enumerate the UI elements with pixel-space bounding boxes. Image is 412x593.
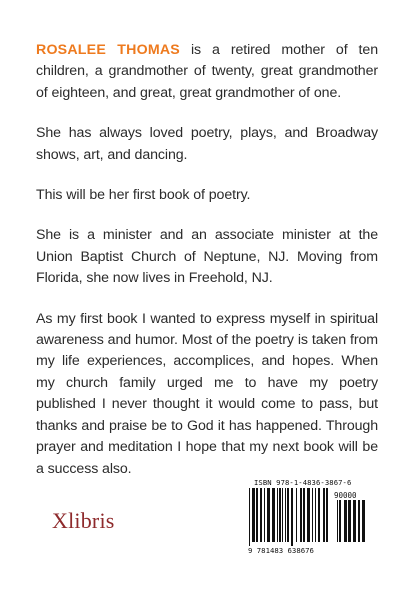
barcode-bar bbox=[249, 488, 250, 546]
isbn-barcode bbox=[248, 478, 370, 560]
barcode-bar bbox=[339, 500, 341, 542]
isbn-label: ISBN 978-1-4836-3867-6 bbox=[254, 478, 352, 487]
author-bio bbox=[36, 40, 378, 499]
barcode-bar bbox=[315, 488, 316, 542]
barcode-bar bbox=[323, 488, 325, 542]
barcode-bar bbox=[285, 488, 286, 542]
ean-digits: 9 781483 638676 bbox=[248, 546, 314, 555]
barcode-bar bbox=[358, 500, 360, 542]
barcode-bar bbox=[362, 500, 365, 542]
barcode-bar bbox=[337, 500, 338, 542]
barcode-bar bbox=[318, 488, 320, 542]
bio-intro-text: is a retired mother of ten children, a grandmother of twenty, great grandmother of eighteen, and great, great grandmother of one. bbox=[36, 42, 378, 101]
barcode-bar bbox=[348, 500, 351, 542]
bio-paragraph-interests: She has always loved poetry, plays, and Broadway shows, art, and dancing. bbox=[36, 125, 378, 163]
bio-paragraph-statement: As my first book I wanted to express myself in spiritual awareness and humor. Most of the poetry is taken from my life experiences, accomplices, and hopes. When my church family urged me to have my poetry published I never thought it would come to pass, but thanks and praise be to God it has happened. Through prayer and meditation I hope that my next book will be a success also. bbox=[36, 310, 378, 477]
barcode-bar bbox=[267, 488, 270, 542]
barcode-bar bbox=[260, 488, 262, 542]
barcode-bar bbox=[272, 488, 275, 542]
barcode-bar bbox=[303, 488, 305, 542]
barcode-bar bbox=[264, 488, 265, 542]
barcode-bar bbox=[256, 488, 258, 542]
barcode-bar bbox=[287, 488, 289, 542]
author-name: ROSALEE THOMAS bbox=[36, 42, 180, 58]
barcode-bar bbox=[282, 488, 283, 542]
barcode-bar bbox=[353, 500, 356, 542]
barcode-bar bbox=[344, 500, 347, 542]
bio-paragraph-intro bbox=[36, 40, 378, 104]
barcode-bar bbox=[279, 488, 281, 542]
barcode-bar bbox=[307, 488, 310, 542]
ean-barcode-bars bbox=[248, 488, 332, 546]
barcode-bar bbox=[326, 488, 328, 542]
barcode-bar bbox=[300, 488, 302, 542]
bio-paragraph-first-book: This will be her first book of poetry. bbox=[36, 187, 251, 204]
barcode-bar bbox=[291, 488, 293, 546]
barcode-bar bbox=[277, 488, 278, 542]
barcode-bar bbox=[252, 488, 255, 542]
publisher-logo: Xlibris bbox=[52, 508, 115, 533]
barcode-bar bbox=[312, 488, 313, 542]
bio-paragraph-ministry: She is a minister and an associate minister at the Union Baptist Church of Neptune, NJ. Moving from Florida, she now lives in Freehold, NJ. bbox=[36, 227, 378, 287]
barcode-bar bbox=[296, 488, 297, 542]
price-code: 90000 bbox=[334, 491, 357, 500]
addon-barcode-bars bbox=[336, 500, 366, 546]
